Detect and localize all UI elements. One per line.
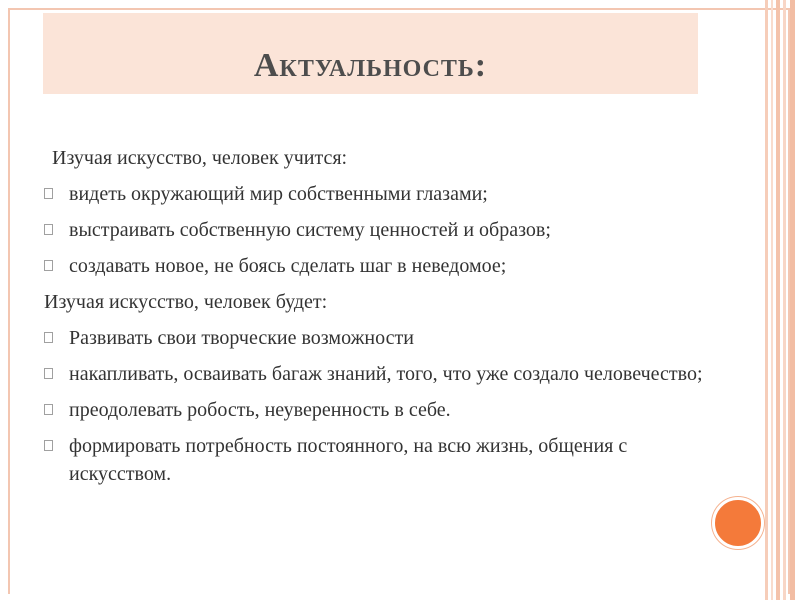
orange-circle-icon: [712, 497, 764, 549]
hollow-square-bullet-icon: [44, 404, 53, 415]
line-text: накапливать, осваивать багаж знаний, того, что уже создало человечество;: [69, 363, 703, 385]
line-text: создавать новое, не боясь сделать шаг в неведомое;: [69, 255, 507, 277]
hollow-square-bullet-icon: [44, 260, 53, 271]
slide-body: [44, 144, 724, 496]
line-text: формировать потребность постоянного, на всю жизнь, общения с искусством.: [69, 435, 628, 485]
hollow-square-bullet-icon: [44, 440, 53, 451]
line-text: Изучая искусство, человек учится:: [52, 147, 348, 169]
intro-line: [44, 288, 724, 316]
hollow-square-bullet-icon: [44, 224, 53, 235]
bullet-item: [44, 216, 724, 244]
line-text: Развивать свои творческие возможности: [69, 327, 414, 349]
bullet-item: [44, 324, 724, 352]
hollow-square-bullet-icon: [44, 332, 53, 343]
hollow-square-bullet-icon: [44, 368, 53, 379]
intro-line: [44, 144, 724, 172]
line-text: Изучая искусство, человек будет:: [44, 291, 328, 313]
line-text: видеть окружающий мир собственными глазами;: [69, 183, 488, 205]
bullet-item: [44, 360, 724, 388]
bullet-item: [44, 396, 724, 424]
line-text: преодолевать робость, неуверенность в себе.: [69, 399, 451, 421]
hollow-square-bullet-icon: [44, 188, 53, 199]
line-text: выстраивать собственную систему ценностей и образов;: [69, 219, 551, 241]
bullet-item: [44, 180, 724, 208]
decorative-stripe: [771, 0, 773, 600]
decorative-stripe: [765, 0, 768, 600]
bullet-item: [44, 252, 724, 280]
decorative-stripe: [783, 0, 786, 600]
bullet-item: [44, 432, 724, 488]
decorative-stripe: [790, 0, 795, 600]
decorative-stripe: [776, 0, 780, 600]
slide-title: Актуальность:: [253, 47, 488, 84]
